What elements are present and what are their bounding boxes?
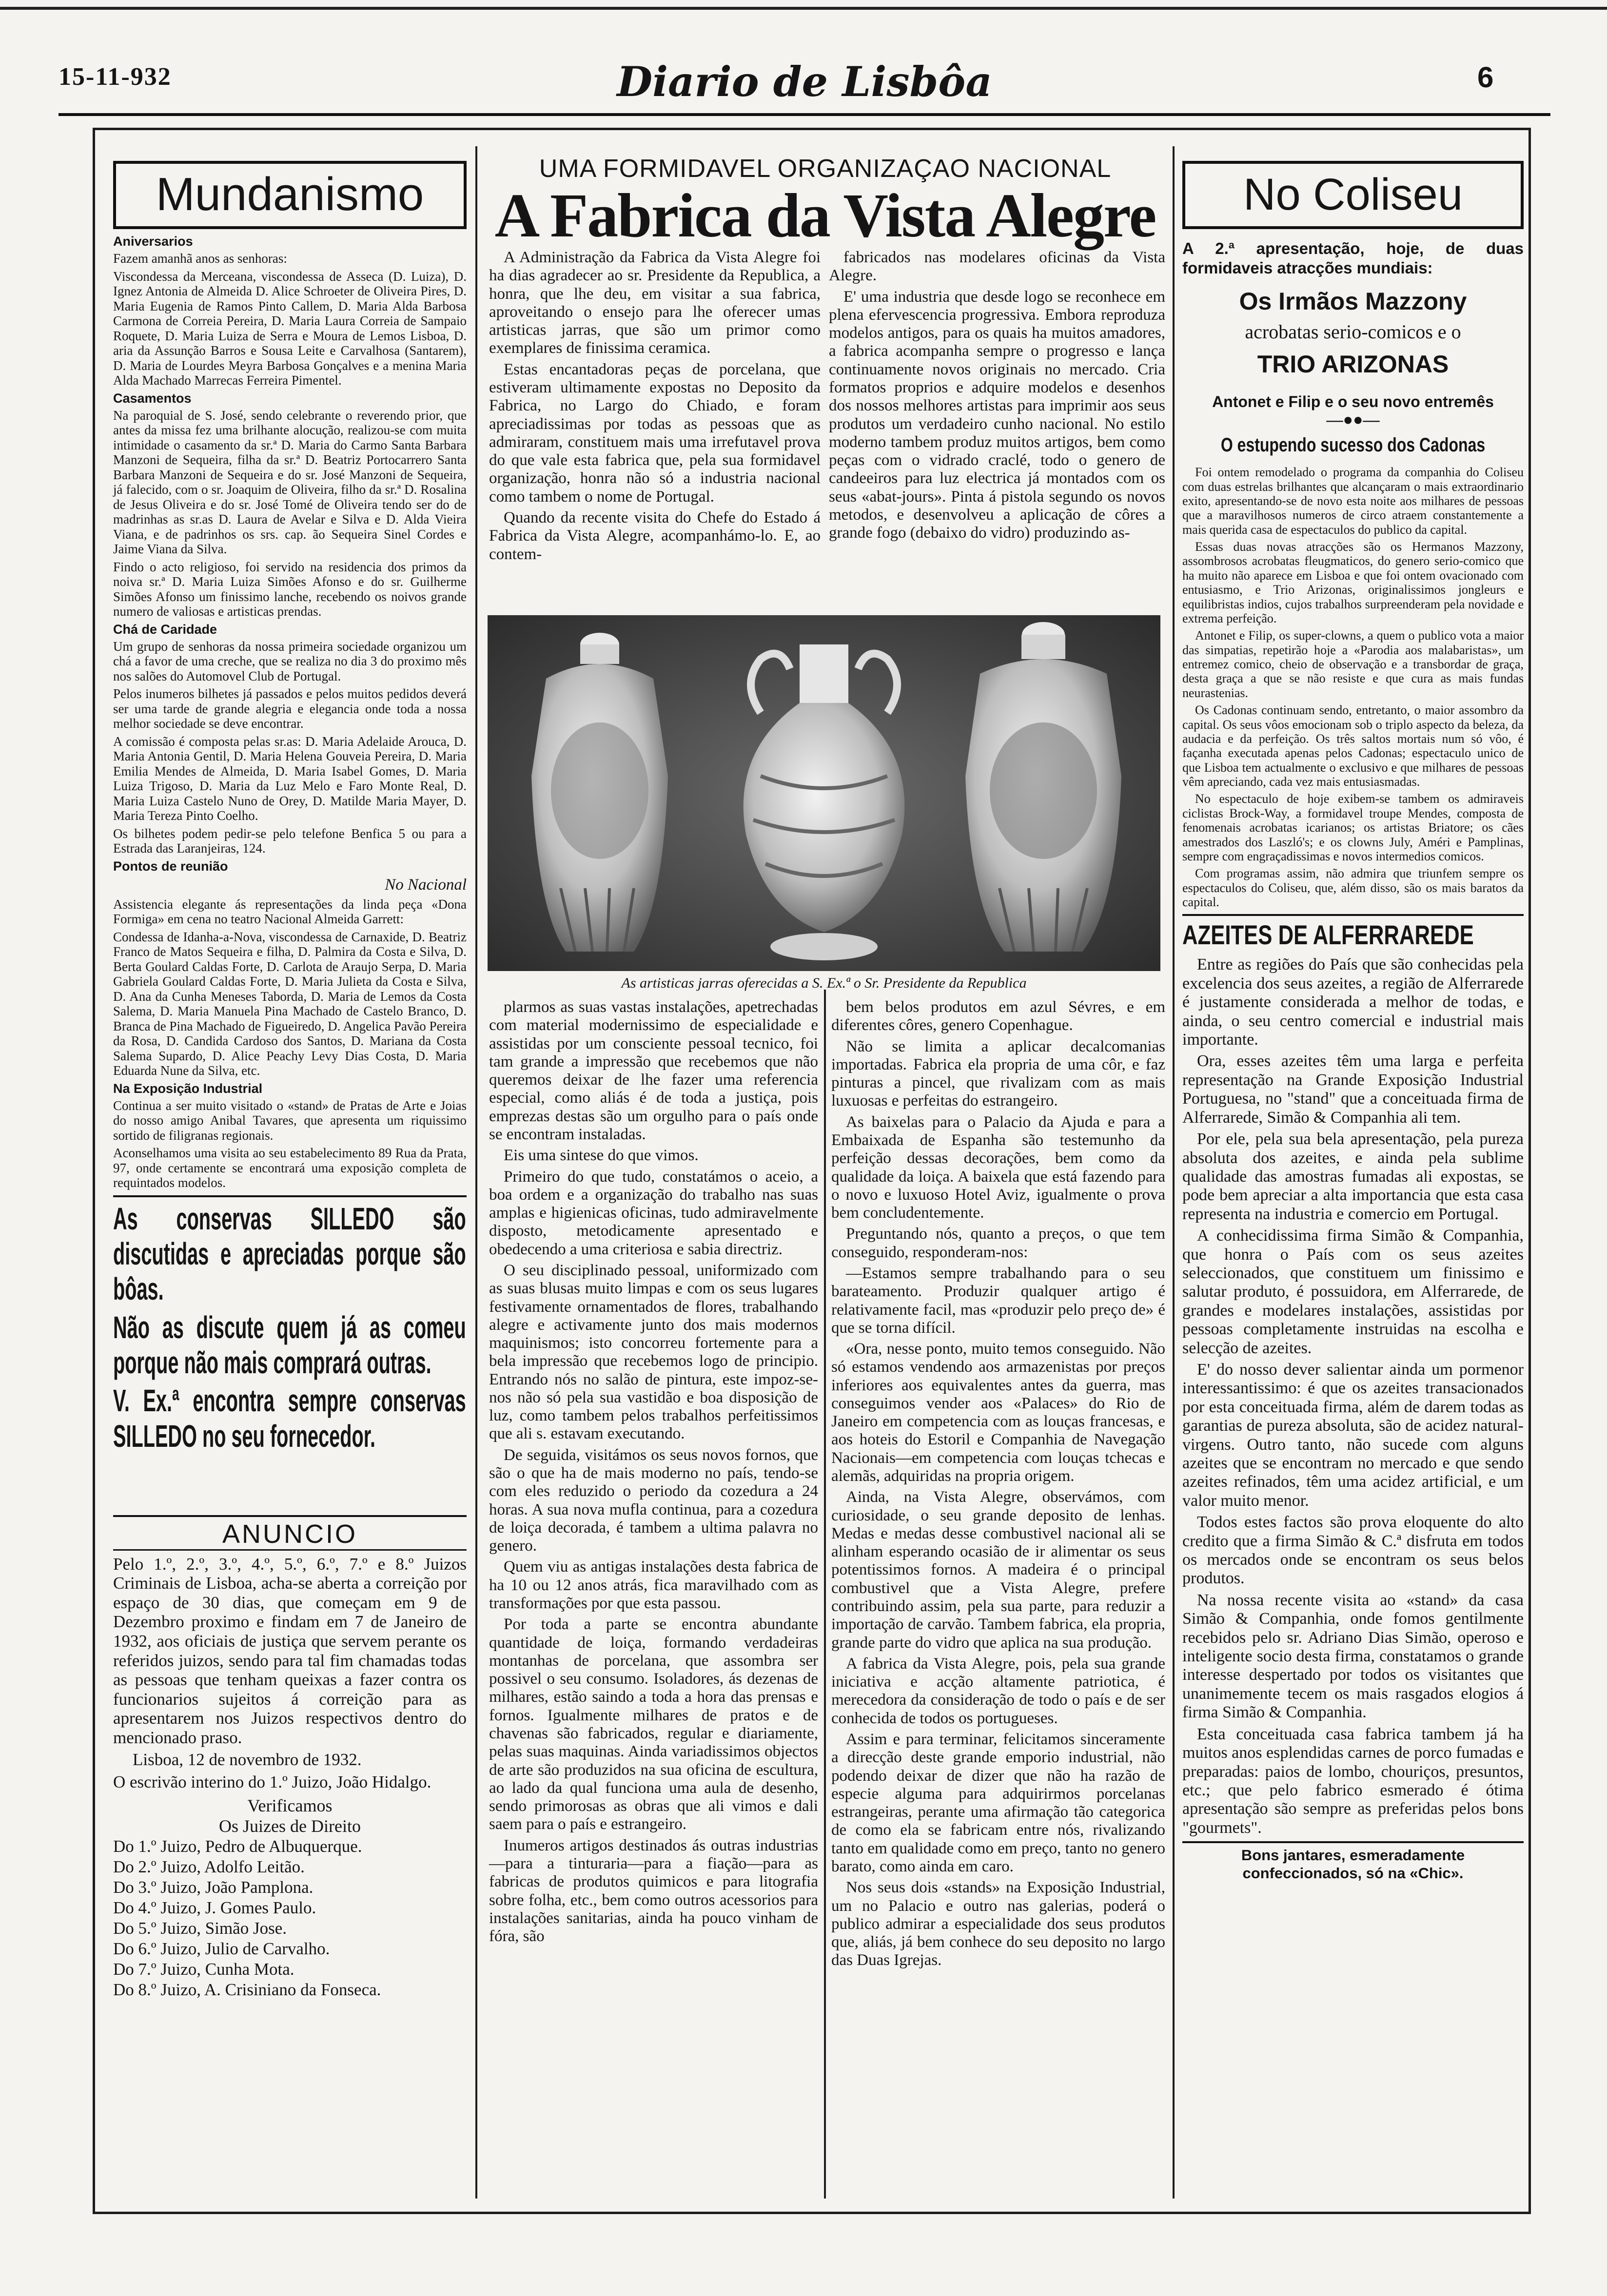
paragraph: Os Cadonas continuam sendo, entretanto, o maior assombro da capital. Os seus vôos emocionam sob o triplo aspecto da beleza, da audacia e da perfeição. Os três saltos mortais num só vôo, é façanha executada apenas pelos Cadonas; espectaculo unico de que Lisboa tem actualmente o exclusivo e que milhares de pessoas vêm apreciando, cada vez mais entusiasmadas. — [1182, 703, 1524, 789]
cadonas-subtitle: O estupendo sucesso dos Cadonas — [1220, 434, 1486, 456]
issue-date: 15-11-932 — [59, 63, 172, 91]
paragraph: Por ele, pela sua bela apresentação, pela pureza absoluta dos azeites, e ainda pela sublime qualidade das amostras fumadas ali expostas, se pode bem apreciar a alta importancia que esta casa representa na industria e comercio em Portugal. — [1182, 1130, 1524, 1223]
paragraph: fabricados nas modelares oficinas da Vista Alegre. — [829, 249, 1165, 285]
column-rule-2 — [1173, 146, 1175, 2199]
photo-caption: As artisticas jarras oferecidas a S. Ex.ª o Sr. Presidente da Republica — [621, 975, 1027, 991]
feature-column-b — [829, 249, 1165, 545]
paragraph: Pelo 1.º, 2.º, 3.º, 4.º, 5.º, 6.º, 7.º e 8.º Juizos Criminais de Lisboa, acha-se aberta a correição por espaço de 30 dias, que começam em 9 de Dezembro proximo e findam em 7 de Janeiro de 1932, aos oficiais de justiça que servem perante os referidos juizos, sendo para tal fim chamadas todas as pessoas que tenham queixas a fazer contra os funcionarios sujeitos á correição para as apresentarem nos Juizos respectivos dentro do mencionado praso. — [113, 1554, 467, 1747]
paragraph: Antonet e Filip, os super-clowns, a quem o publico vota a maior das simpatias, repetirão hoje a «Parodia aos malabaristas», um entremez comico, cheio de observação e a transbordar de graça, desta graça a que se não resiste e que cura as mais fundas neurastenias. — [1182, 628, 1524, 700]
paragraph: As baixelas para o Palacio da Ajuda e para a Embaixada de Espanha são testemunho da perfeição dessas decorações, bem como da qualidade da loiça. A baixela que está fazendo para o novo e luxuoso Hotel Aviz, igualmente o prova bem concludentemente. — [831, 1113, 1165, 1222]
section-title: Chá de Caridade — [113, 622, 217, 637]
paragraph: Eis uma sintese do que vimos. — [504, 1147, 699, 1165]
paragraph: Ora, esses azeites têm uma larga e perfeita representação na Grande Exposição Industrial Portuguesa, no "stand" que a conceituada firma de Alferrarede, Simão & Companhia ali tem. — [1182, 1052, 1524, 1127]
feature-headline: A Fabrica da Vista Alegre — [494, 181, 1156, 250]
judge-entry: Do 8.º Juizo, A. Crisiniano da Fonseca. — [113, 1980, 381, 2000]
judge-entry: Do 3.º Juizo, João Pamplona. — [113, 1878, 314, 1897]
silledo-ad-line: V. Ex.ª encontra sempre conservas SILLEDO no seu fornecedor. — [113, 1383, 466, 1454]
section-title: Casamentos — [113, 390, 192, 406]
subsection-title: No Nacional — [385, 876, 467, 894]
feature-column-a — [489, 249, 821, 566]
paragraph: Todos estes factos são prova eloquente do alto credito que a firma Simão & C.ª disfruta em todos os mercados onde se encontram os seus belos produtos. — [1182, 1513, 1524, 1588]
judge-entry: Do 6.º Juizo, Julio de Carvalho. — [113, 1939, 330, 1959]
paragraph: Fazem amanhã anos as senhoras: — [113, 251, 287, 266]
judge-entry: Do 2.º Juizo, Adolfo Leitão. — [113, 1857, 305, 1877]
top-rule — [0, 7, 1607, 10]
paragraph: Quando da recente visita do Chefe do Estado á Fabrica da Vista Alegre, acompanhámo-lo. E, ao contem- — [489, 508, 821, 563]
feature-column-b2 — [831, 998, 1165, 1973]
column-mundanismo — [113, 161, 467, 2000]
paragraph: Os bilhetes podem pedir-se pelo telefone Benfica 5 ou para a Estrada das Laranjeiras, 124. — [113, 826, 467, 856]
act-arizonas: TRIO ARIZONAS — [1257, 350, 1449, 378]
ornament: —●●— — [1326, 411, 1380, 429]
paragraph: E' do nosso dever salientar ainda um pormenor interessantissimo: é que os azeites transacionados por esta conceituada firma, além de darem todas as garantias de pureza absoluta, são de acidez natural-virgens. Outro tanto, não sucede com alguns azeites que se encontram no mercado e que sendo azeites refinados, têm uma acidez artificial, e um valor muito menor. — [1182, 1360, 1524, 1510]
chic-footer: Bons jantares, esmeradamente confeccionados, só na «Chic». — [1241, 1847, 1465, 1882]
paragraph: Quem viu as antigas instalações desta fabrica de ha 10 ou 12 anos atrás, fica maravilhado com as transformações por que esta passou. — [489, 1558, 818, 1612]
coliseu-header: No Coliseu — [1182, 161, 1524, 229]
act-mazzony: Os Irmãos Mazzony — [1239, 288, 1467, 315]
column-coliseu — [1182, 161, 1524, 1886]
left-jar — [531, 633, 668, 952]
paragraph: Estas encantadoras peças de porcelana, que estiveram ultimamente expostas no Deposito da Fabrica, no Largo do Chiado, e foram apreciadissimas por todas as pessoas que as admiraram, constituem mais uma irrefutavel prova do que vale esta fabrica que, pela sua formidavel organização, honra não só a industria nacional como tambem o nome de Portugal. — [489, 360, 821, 506]
paragraph: Esta conceituada casa fabrica tambem já ha muitos anos esplendidas carnes de porco fumadas e preparadas: paios de lombo, chouriços, presuntos, etc.; que pelo fabrico esmerado é ótima apresentação são sempre as preferidas pelos bons "gourmets". — [1182, 1725, 1524, 1837]
section-title: Na Exposição Industrial — [113, 1081, 263, 1096]
paragraph: plarmos as suas vastas instalações, apetrechadas com material modernissimo de especialidade e assistidas por um consciente pessoal tecnico, foi tam grande a impressão que recebemos que não queremos deixar de lhe fazer uma referencia especial, como aliás é de toda a justiça, pois emprezas destas são um orgulho para o país onde se encontram instaladas. — [489, 998, 818, 1143]
silledo-ad-line: As conservas SILLEDO são discutidas e apreciadas porque são bôas. — [113, 1201, 466, 1307]
paragraph: «Ora, nesse ponto, muito temos conseguido. Não só estamos vendendo aos armazenistas por preços inferiores aos equivalentes antes da guerra, mas conseguimos vender aos «Palaces» do Rio de Janeiro em competencia com as louças francesas, e aos hoteis do Estoril e Companhia de Navegação Nacionais—em competencia com louças tchecas e alemãs, adquiridas na propria origem. — [831, 1340, 1165, 1485]
paragraph: Um grupo de senhoras da nossa primeira sociedade organizou um chá a favor de uma creche, que se realiza no dia 3 do proximo mês nos salões do Automovel Club de Portugal. — [113, 639, 467, 683]
azeites-title: AZEITES DE ALFERRAREDE — [1182, 919, 1474, 951]
paragraph: Com programas assim, não admira que triunfem sempre os espectaculos do Coliseu, que, além disso, são os mais baratos da capital. — [1182, 866, 1524, 910]
right-jar — [965, 622, 1121, 952]
paragraph: Findo o acto religioso, foi servido na residencia dos primos da noiva sr.ª D. Maria Luiza Simões Afonso e do sr. Guilherme Simões Afonso um finissimo lanche, recebendo os noivos grande numero de valiosas e artisticas prendas. — [113, 559, 467, 619]
section-title: Pontos de reunião — [113, 858, 228, 874]
coliseu-lead: A 2.ª apresentação, hoje, de duas formidaveis atracções mundiais: — [1182, 239, 1524, 277]
paragraph: Essas duas novas atracções são os Hermanos Mazzony, assombrosos acrobatas fleugmaticos, do genero serio-comico que ha muito não aparece em Lisboa e que foi ontem ovacionado com entusiasmo, e Trio Arizonas, originalissimos jongleurs e equilibristas indios, cujos trabalhos surpreenderam pela novidade e extrema perfeição. — [1182, 540, 1524, 625]
paragraph: E' uma industria que desde logo se reconhece em plena efervescencia progressiva. Embora reproduza modelos antigos, para os quais ha muitos amadores, a fabrica acompanha sempre o progresso e lança continuamente novos originais no mercado. Cria formatos proprios e adquire modelos e desenhos dos nossos melhores artistas para imprimir aos seus produtos um verdadeiro cunho nacional. No estilo moderno tambem produz muitos artigos, bem como peças com o vidrado craclé, todo o genero de candeeiros para luz electrica já montados com os seus «abat-jours». Pinta á pistola segundo os novos metodos, e desenvolveu a aplicação de côres a grande fogo (debaixo do vidro) produzindo as- — [829, 288, 1165, 542]
paragraph: Na nossa recente visita ao «stand» da casa Simão & Companhia, onde fomos gentilmente recebidos pelo sr. Adriano Dias Simão, operoso e inteligente socio desta firma, constatamos o grande interesse despertado por todos os visitantes que unanimemente tecem os mais rasgados elogios á firma Simão & Companhia. — [1182, 1591, 1524, 1722]
paragraph: Continua a ser muito visitado o «stand» de Pratas de Arte e Joias do nosso amigo Anibal Tavares, que apresenta um riquissimo sortido de filigranas regionais. — [113, 1098, 467, 1143]
paragraph: No espectaculo de hoje exibem-se tambem os admiraveis ciclistas Brock-Way, a formidavel troupe Mendes, composta de fenomenais acrobatas icarianos; os artistas Briatore; os cães amestrados dos Laszló's; e os clowns July, Améri e Pamplinas, sempre com engraçadissimas e novos intermedios comicos. — [1182, 792, 1524, 863]
newspaper-title: Diario de Lisbôa — [617, 58, 992, 106]
paragraph: O escrivão interino do 1.º Juizo, João Hidalgo. — [113, 1772, 431, 1791]
paragraph: A comissão é composta pelas sr.as: D. Maria Adelaide Arouca, D. Maria Antonia Gentil, D. Maria Helena Gouveia Pereira, D. Maria Emilia Mendes de Almeida, D. Maria Isabel Gomes, D. Maria Luiza Trigoso, D. Maria da Luz Melo e Faro Monte Real, D. Maria Luiza Castelo Nuno de Orey, D. Matilde Maria Mayer, D. Maria Tereza Pinto Coelho. — [113, 734, 467, 823]
vases-illustration — [488, 615, 1160, 971]
paragraph: Viscondessa da Merceana, viscondessa de Assecа (D. Luiza), D. Ignez Antonia de Almeida D. Alice Schroeter de Oliveira Pires, D. Maria Eugenia de Ramos Pinto Callem, D. Maria Alda Barbosa Carmona de Correia Pereira, D. Maria Laura Correia de Sampaio Roquete, D. Maria Luiza de Serra e Moura de Lemos Lisboa, D. aria da Assunção Barros e Sousa Leite e Carvalhosa (Santarem), D. Maria de Lourdes Meyra Barbosa Gonçalves e a menina Maria Alda Machado Marrecas Ferreira Pimentel. — [113, 269, 467, 388]
masthead-rule — [59, 113, 1550, 116]
judge-entry: Do 4.º Juizo, J. Gomes Paulo. — [113, 1898, 316, 1918]
paragraph: A conhecidissima firma Simão & Companhia, que honra o País com os seus azeites seleccionados, que constituem um finissimo e salutar produto, é possuidora, em Alferrarede, de grandes e modelares instalações, assistidas por pessoas completamente instruidas na escolha e selecção de azeites. — [1182, 1226, 1524, 1357]
vases-photo — [488, 615, 1160, 971]
judges-title: Os Juizes de Direito — [219, 1816, 361, 1836]
paragraph: Por toda a parte se encontra abundante quantidade de loiça, formando verdadeiras montanhas de porcelana, que assombra ser possivel o seu consumo. Isoladores, ás dezenas de milhares, estão saindo a toda a hora das prensas e fornos. Igualmente milhares de pratos e de chavenas são fabricados, regular e diariamente, pelas suas maquinas. Ainda variadissimos objectos de arte são produzidos na sua oficina de escultura, ao lado da qual funciona uma aula de desenho, sendo primorosas as obras que ali vimos e dali saem para o país e estrangeiro. — [489, 1615, 818, 1833]
silledo-ad — [113, 1201, 467, 1513]
judges-list — [113, 1836, 467, 2000]
act-description: acrobatas serio-comicos e o — [1245, 321, 1461, 343]
paragraph: O seu disciplinado pessoal, uniformizado com as suas blusas muito limpas e com os seus lugares festivamente ornamentados de flores, trabalhando alegre e activamente junto dos mais modernos maquinismos; isto concorreu fortemente para a bela impressão que recebemos logo de principio. Entrando nós no salão de pintura, este impoz-se-nos não só pela sua vastidão e boa disposição de luz, como tambem pelos trabalhos perfeitissimos que ali s. estavam executando. — [489, 1261, 818, 1443]
paragraph: Lisboa, 12 de novembro de 1932. — [133, 1750, 362, 1770]
paragraph: Inumeros artigos destinados ás outras industrias—para a tinturaria—para a fiação—para as fabricas de produtos quimicos e para litografia sobre folha, etc., bem como outros acessorios para instalações sanitarias, ainda ha pouco vinham de fóra, são — [489, 1836, 818, 1946]
feature-column-a2 — [489, 998, 818, 1948]
page-number: 6 — [1477, 61, 1494, 94]
paragraph: Na paroquial de S. José, sendo celebrante o reverendo prior, que antes da missa fez uma brilhante alocução, realizou-se com muita intimidade o casamento da sr.ª D. Maria do Carmo Santa Barbara Manzoni de Sequeira, filha da sr.ª D. Beatriz Portocarrero Santa Barbara Manzoni de Sequeira e do sr. José Manzoni de Sequeira, já falecido, com o sr. Joaquim de Oliveira, filho da sr.ª D. Rosalina de Jesus Oliveira e do sr. José Tomé de Oliveira tendo ser do de madrinhas as sr.as D. Laura de Avelar e Silva e D. Alda Vieira Viana, e de padrinhos os srs. cap. ão Sequeira Sinel Cordes e Jaime Viana da Silva. — [113, 408, 467, 556]
paragraph: Condessa de Idanha-a-Nova, viscondessa de Carnaxide, D. Beatriz Franco de Matos Sequeira e filha, D. Palmira da Costa e Silva, D. Berta Goulard Caldas Forte, D. Carlota de Araujo Serpa, D. Maria Gabriela Goulard Caldas Forte, D. Maria Julieta da Costa e Silva, D. Ana da Cunha Meneses Taborda, D. Maria de Lemos da Costa Salema, D. Maria Manuela Pina Machado de Castelo Branco, D. Branca de Pina Machado de Figueiredo, D. Angelica Pavão Pereira da Rosa, D. Candida Cardoso dos Santos, D. Mariana da Costa Salema Supardo, D. Alice Peachy Levy Dias Costa, D. Maria Eduarda Nune da Silva, etc. — [113, 929, 467, 1078]
feature-kicker: UMA FORMIDAVEL ORGANIZAÇAO NACIONAL — [539, 155, 1112, 183]
paragraph: Nos seus dois «stands» na Exposição Industrial, um no Palacio e outro nas galerias, poderá o publico admirar a especialidade dos seus produtos que, aliás, já bem conhece do seu deposito no largo das Duas Igrejas. — [831, 1879, 1165, 1969]
judge-entry: Do 1.º Juizo, Pedro de Albuquerque. — [113, 1837, 362, 1856]
paragraph: Ainda, na Vista Alegre, observámos, com curiosidade, o seu grande deposito de lenhas. Medas e medas desse combustivel nacional ali se alinham esperando ocasião de ir alimentar os seus potentissimos fornos. A madeira é o principal combustivel que a Vista Alegre, prefere contribuindo assim, pela sua parte, para reduzir a importação de carvão. Tambem fabrica, ela propria, grande parte do vidro que aplica na sua produção. — [831, 1488, 1165, 1652]
paragraph: A Administração da Fabrica da Vista Alegre foi ha dias agradecer ao sr. Presidente da Republica, a honra, que lhe deu, em visitar a sua fabrica, aproveitando o ensejo para lhe oferecer umas artisticas jarras, que são um primor como exemplares de finissima ceramica. — [489, 249, 821, 357]
act-antonet-filip: Antonet e Filip e o seu novo entremês — [1212, 393, 1494, 411]
anuncio-title: ANUNCIO — [113, 1519, 467, 1551]
paragraph: Pelos inumeros bilhetes já passados e pelos muitos pedidos deverá ser uma tarde de grande alegria e elegancia onde toda a nossa melhor sociedade se deve encontrar. — [113, 686, 467, 731]
paragraph: Foi ontem remodelado o programa da companhia do Coliseu com duas estrelas brilhantes que alcançaram o mais extraordinario exito, apresentando-se de novo esta noite aos milhares de pessoas que a maravilhosos numeros de circo atraem constantemente a mais querida casa de espectaculos do publico da capital. — [1182, 465, 1524, 537]
paragraph: Assim e para terminar, felicitamos sinceramente a direcção deste grande emporio industrial, não podendo deixar de dizer que não ha razão de especie alguma para adquirirmos porcelanas estrangeiras, perante uma afirmação tão categorica de como ela se fabricam entre nós, rivalizando tanto em qualidade como em preço, tanto no genero barato, como ainda em caro. — [831, 1730, 1165, 1875]
mundanismo-header: Mundanismo — [113, 161, 467, 229]
paragraph: Entre as regiões do País que são conhecidas pela excelencia dos seus azeites, a região de Alferrarede é justamente considerada a melhor de todas, e ainda, o seu centro comercial e industrial mais importante. — [1182, 955, 1524, 1049]
paragraph: bem belos produtos em azul Sévres, e em diferentes côres, genero Copenhague. — [831, 998, 1165, 1034]
judge-entry: Do 5.º Juizo, Simão Jose. — [113, 1919, 287, 1938]
verified-label: Verificamos — [247, 1796, 333, 1816]
paragraph: De seguida, visitámos os seus novos fornos, que são o que ha de mais moderno no país, tendo-se com eles reduzido o periodo da cozedura a 24 horas. A sua nova mufla continua, para a cozedura de loiça decorada, é tambem a ultima palavra no genero. — [489, 1446, 818, 1555]
column-rule-1 — [475, 146, 477, 2199]
paragraph: Não se limita a aplicar decalcomanias importadas. Fabrica ela propria de uma côr, e faz pinturas a pincel, que rivalizam com as mais luxuosas e perfeitas do estrangeiro. — [831, 1037, 1165, 1110]
paragraph: Assistencia elegante ás representações da linda peça «Dona Formiga» em cena no teatro Nacional Almeida Garrett: — [113, 896, 467, 927]
judge-entry: Do 7.º Juizo, Cunha Mota. — [113, 1960, 294, 1979]
paragraph: —Estamos sempre trabalhando para o seu barateamento. Produzir qualquer artigo é relativamente facil, mas «produzir pelo preço de» é que se torna difícil. — [831, 1264, 1165, 1337]
paragraph: Primeiro do que tudo, constatámos o aceio, a boa ordem e a organização do trabalho nas suas amplas e higienicas oficinas, tudo admiravelmente disposto, metodicamente apresentado e obedecendo a uma criteriosa e sabia directriz. — [489, 1167, 818, 1258]
paragraph: A fabrica da Vista Alegre, pois, pela sua grande iniciativa e acção altamente patriotica, é merecedora da consideração de todo o país e de ser conhecida de todos os portugueses. — [831, 1654, 1165, 1727]
column-rule-3 — [824, 990, 826, 2199]
paragraph: Preguntando nós, quanto a preços, o que tem conseguido, responderam-nos: — [831, 1225, 1165, 1261]
paragraph: Aconselhamos uma visita ao seu estabelecimento 89 Rua da Prata, 97, onde certamente se encontrará uma exposição completa de requintados modelos. — [113, 1146, 467, 1190]
section-title: Aniversarios — [113, 234, 193, 249]
silledo-ad-line: Não as discute quem já as comeu porque não mais comprará outras. — [113, 1309, 466, 1381]
